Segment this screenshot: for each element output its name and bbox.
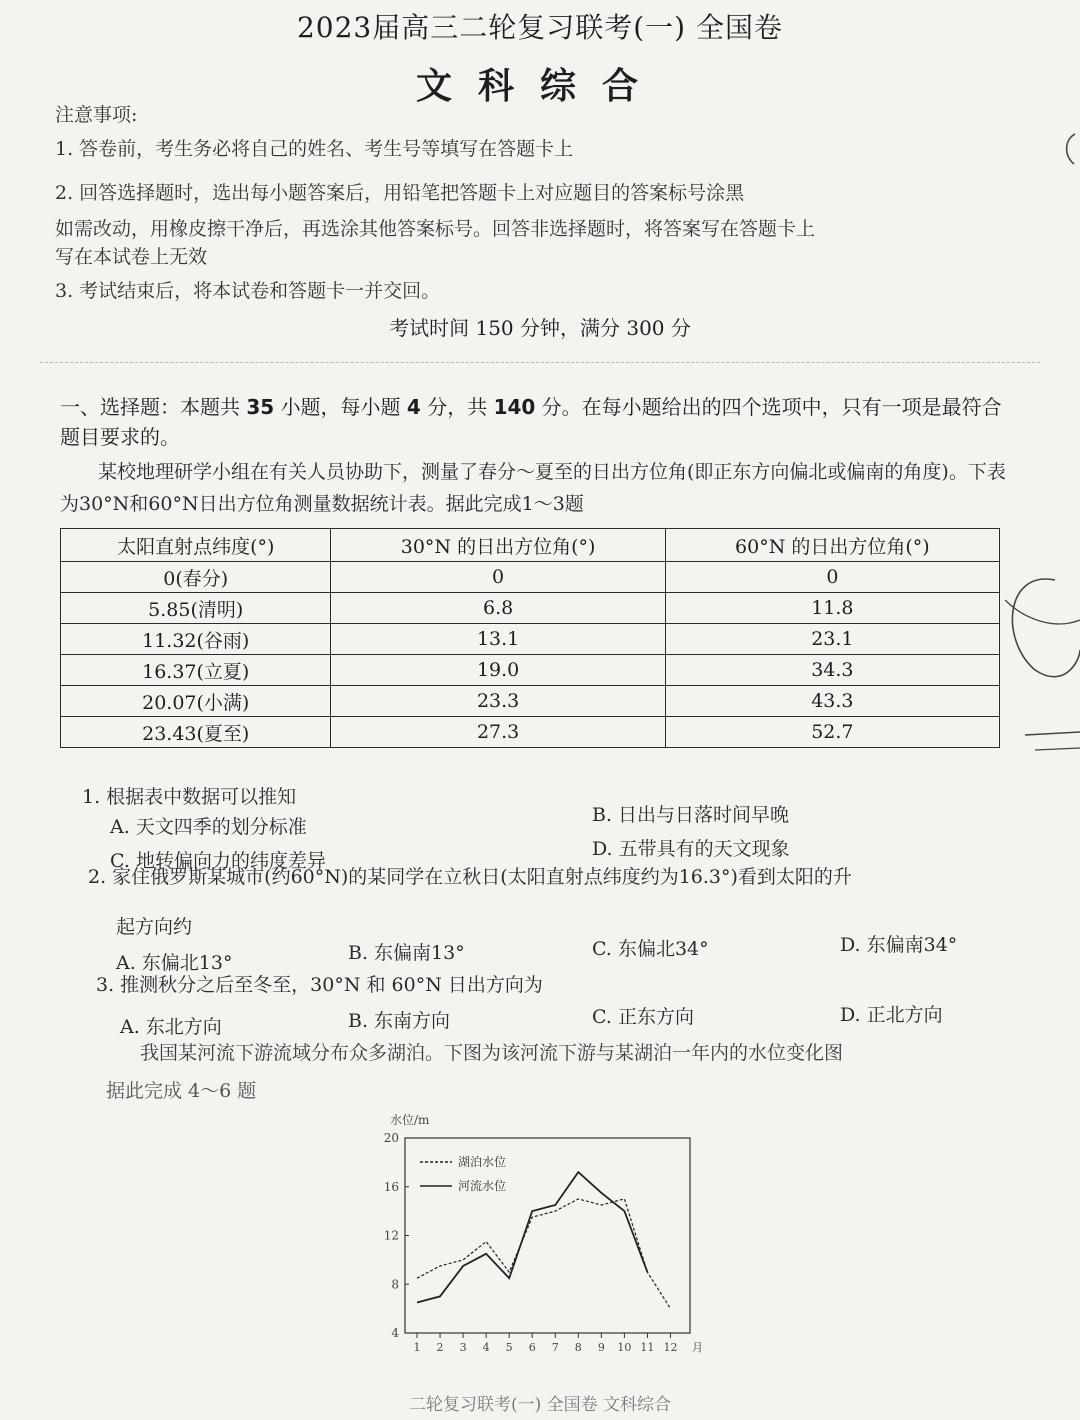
chart-series-line-1 — [417, 1199, 671, 1309]
question-3-option-a: A. 东北方向 — [120, 1016, 222, 1038]
table-cell: 5.85(清明) — [61, 593, 331, 624]
question-2-option-a: A. 东偏北13° — [116, 952, 233, 974]
table-cell: 23.1 — [665, 624, 999, 655]
chart-x-tick-label: 5 — [505, 1341, 513, 1354]
table-cell: 6.8 — [331, 593, 665, 624]
passage-1: 某校地理研学小组在有关人员协助下，测量了春分～夏至的日出方位角(即正东方向偏北或偏南的角度)。下表为30°N和60°N日出方位角测量数据统计表。据此完成1～3题 — [60, 461, 1006, 515]
question-1-stem: 1. 根据表中数据可以推知 — [82, 786, 297, 808]
section-question-count: 35 — [246, 395, 275, 419]
table-cell: 23.3 — [331, 686, 665, 717]
water-level-chart — [360, 1110, 703, 1370]
question-3-option-d: D. 正北方向 — [840, 1004, 943, 1026]
question-1-option-b: B. 日出与日落时间早晚 — [592, 804, 790, 826]
table-cell: 34.3 — [665, 655, 999, 686]
table-cell: 43.3 — [665, 686, 999, 717]
chart-y-tick-label: 20 — [383, 1131, 399, 1145]
margin-mark-icon — [1060, 130, 1080, 170]
chart-x-tick-label: 7 — [551, 1341, 559, 1354]
table-header-cell: 太阳直射点纬度(°) — [61, 529, 331, 562]
section-heading — [60, 392, 1020, 452]
table-header-row — [61, 529, 1000, 562]
section-part-3: 分，共 — [427, 395, 488, 419]
chart-x-tick-label: 1 — [413, 1341, 421, 1354]
notice-line-5: 3. 考试结束后，将本试卷和答题卡一并交回。 — [55, 280, 441, 302]
chart-x-tick-label: 11 — [640, 1341, 655, 1354]
chart-x-axis-label: 月 — [692, 1341, 703, 1354]
notice-heading: 注意事项: — [55, 104, 138, 126]
table-cell: 27.3 — [331, 717, 665, 748]
chart-legend-label: 河流水位 — [458, 1179, 507, 1193]
chart-x-tick-label: 3 — [459, 1341, 467, 1354]
divider — [40, 362, 1040, 363]
exam-subtitle: 文科综合 — [415, 65, 664, 107]
chart-x-tick-label: 6 — [528, 1341, 536, 1354]
chart-plot-area — [405, 1138, 690, 1333]
question-1-option-c: C. 地转偏向力的纬度差异 — [110, 850, 326, 872]
table-cell: 52.7 — [665, 717, 999, 748]
question-1-option-a: A. 天文四季的划分标准 — [110, 816, 307, 838]
section-points-total: 140 — [493, 395, 536, 419]
question-2-stem-cont: 起方向约 — [116, 916, 193, 938]
passage-2-line-2: 据此完成 4～6 题 — [106, 1080, 257, 1102]
table-cell: 11.32(谷雨) — [61, 624, 331, 655]
question-2-option-d: D. 东偏南34° — [840, 934, 958, 956]
chart-y-tick-label: 4 — [391, 1326, 399, 1340]
table-cell: 13.1 — [331, 624, 665, 655]
chart-x-tick-label: 8 — [574, 1341, 582, 1354]
chart-series-line-2 — [417, 1172, 647, 1302]
chart-y-tick-label: 16 — [383, 1179, 399, 1194]
table-row — [61, 655, 1000, 686]
chart-y-tick-label: 12 — [383, 1228, 399, 1243]
section-part-2: 小题，每小题 — [280, 395, 401, 419]
sunrise-azimuth-table — [60, 528, 1000, 748]
notice-line-2: 2. 回答选择题时，选出每小题答案后，用铅笔把答题卡上对应题目的答案标号涂黑 — [55, 182, 745, 204]
page-footer: 二轮复习联考(一) 全国卷 文科综合 — [408, 1395, 672, 1415]
notice-line-4: 写在本试卷上无效 — [55, 246, 208, 268]
question-1-option-d: D. 五带具有的天文现象 — [592, 838, 790, 860]
table-cell: 11.8 — [665, 593, 999, 624]
section-part-1: 一、选择题：本题共 — [60, 395, 240, 419]
passage-2-line-1: 我国某河流下游流域分布众多湖泊。下图为该河流下游与某湖泊一年内的水位变化图 — [140, 1042, 844, 1064]
chart-x-tick-label: 12 — [663, 1341, 678, 1354]
table-cell: 16.37(立夏) — [61, 655, 331, 686]
table-header-cell: 60°N 的日出方位角(°) — [665, 529, 999, 562]
question-3-option-c: C. 正东方向 — [592, 1006, 694, 1028]
section-points-each: 4 — [406, 395, 421, 419]
section-part-4: 分。在每小题给出的四个选项中，只有一项是最符合题目要求的。 — [60, 395, 1002, 449]
table-row — [61, 562, 1000, 593]
question-2-stem: 2. 家住俄罗斯某城市(约60°N)的某同学在立秋日(太阳直射点纬度约为16.3°)看到太阳的升 — [88, 866, 852, 888]
chart-x-tick-label: 10 — [617, 1341, 632, 1354]
chart-x-tick-label: 4 — [482, 1341, 490, 1354]
table-cell: 0 — [665, 562, 999, 593]
question-2-option-b: B. 东偏南13° — [348, 942, 465, 964]
exam-title: 2023届高三二轮复习联考(一) 全国卷 — [296, 11, 783, 44]
table-cell: 20.07(小满) — [61, 686, 331, 717]
table-cell: 0(春分) — [61, 562, 331, 593]
question-3-stem: 3. 推测秋分之后至冬至，30°N 和 60°N 日出方向为 — [96, 974, 543, 996]
table-row — [61, 593, 1000, 624]
question-2-option-c: C. 东偏北34° — [592, 938, 709, 960]
table-row — [61, 624, 1000, 655]
table-header-cell: 30°N 的日出方位角(°) — [331, 529, 665, 562]
table-cell: 0 — [331, 562, 665, 593]
chart-legend-label: 湖泊水位 — [458, 1155, 507, 1169]
table-row — [61, 717, 1000, 748]
table-cell: 19.0 — [331, 655, 665, 686]
notice-line-1: 1. 答卷前，考生务必将自己的姓名、考生号等填写在答题卡上 — [55, 138, 574, 160]
exam-time: 考试时间 150 分钟，满分 300 分 — [389, 316, 691, 340]
notice-line-3: 如需改动，用橡皮擦干净后，再选涂其他答案标号。回答非选择题时，将答案写在答题卡上 — [55, 218, 816, 240]
margin-doodle-icon — [995, 560, 1080, 760]
table-row — [61, 686, 1000, 717]
table-cell: 23.43(夏至) — [61, 717, 331, 748]
chart-x-tick-label: 2 — [436, 1341, 444, 1354]
question-3-option-b: B. 东南方向 — [348, 1010, 451, 1032]
chart-y-tick-label: 8 — [391, 1277, 399, 1292]
chart-y-axis-label: 水位/m — [390, 1113, 430, 1127]
chart-x-tick-label: 9 — [597, 1341, 605, 1354]
